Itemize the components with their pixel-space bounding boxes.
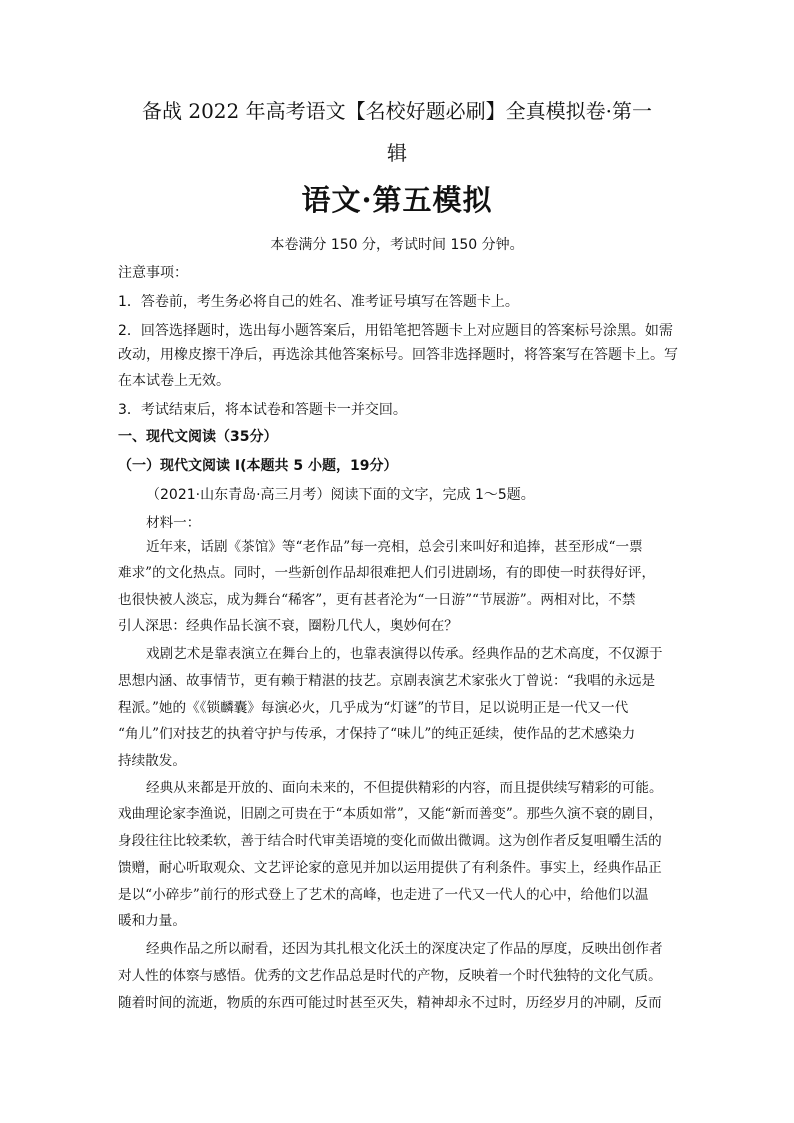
paragraph-line: 身段往往比较柔软，善于结合时代审美语境的变化而做出微调。这为创作者反复咀嚼生活的 [118, 833, 662, 849]
note-2-line-1: 2．回答选择题时，选出每小题答案后，用铅笔把答题卡上对应题目的答案标号涂黑。如需 [118, 323, 673, 339]
paragraph-line: 戏剧艺术是靠表演立在舞台上的，也靠表演得以传承。经典作品的艺术高度，不仅源于 [146, 646, 663, 662]
title-line-2: 辑 [387, 141, 407, 165]
material-label: 材料一： [146, 515, 201, 531]
subsection-1-heading: （一）现代文阅读 I(本题共 5 小题，19分） [118, 458, 398, 474]
paragraph-line: 程派。”她的《《锁麟囊》每演必火，几乎成为“灯谜”的节目，足以说明正是一代又一代 [118, 700, 629, 716]
paragraph-line: 暖和力量。 [118, 913, 186, 929]
paragraph-line: 近年来，话剧《茶馆》等“老作品”每一亮相，总会引来叫好和追捧，甚至形成“一票 [146, 539, 643, 555]
paragraph-line: 随着时间的流逝，物质的东西可能过时甚至灭失，精神却永不过时，历经岁月的冲刷，反而 [118, 995, 662, 1011]
paragraph-line: 思想内涵、故事情节，更有赖于精湛的技艺。京剧表演艺术家张火丁曾说：“我唱的永远是 [118, 673, 656, 689]
title-line-1: 备战 2022 年高考语文【名校好题必刷】全真模拟卷·第一 [142, 99, 652, 123]
paper-subtitle: 语文·第五模拟 [301, 183, 493, 217]
paragraph-line: “角儿”们对技艺的执着守护与传承，才保持了“味儿”的纯正延续，使作品的艺术感染力 [118, 726, 636, 742]
paragraph-line: 也很快被人淡忘，成为舞台“稀客”，更有甚者沦为“一日游”“节展游”。两相对比，不禁 [118, 592, 636, 608]
note-2-line-3: 在本试卷上无效。 [118, 373, 230, 389]
note-2-line-2: 改动，用橡皮擦干净后，再选涂其他答案标号。回答非选择题时，将答案写在答题卡上。写 [118, 347, 678, 363]
paragraph-line: 经典从来都是开放的、面向未来的，不但提供精彩的内容，而且提供续写精彩的可能。 [146, 780, 663, 796]
paragraph-line: 持续散发。 [118, 753, 186, 769]
paragraph-line: 戏曲理论家李渔说，旧剧之可贵在于“本质如常”，又能“新而善变”。那些久演不衰的剧目， [118, 806, 663, 822]
paragraph-line: 难求”的文化热点。同时，一些新创作品却很难把人们引进剧场，有的即使一时获得好评， [118, 565, 656, 581]
section-1-heading: 一、现代文阅读（35分） [118, 429, 278, 445]
paragraph-line: 对人性的体察与感悟。优秀的文艺作品总是时代的产物，反映着一个时代独特的文化气质。 [118, 968, 662, 984]
paragraph-line: 引人深思：经典作品长演不衰，圈粉几代人，奥妙何在？ [118, 618, 458, 634]
paragraph-line: 是以“小碎步”前行的形式登上了艺术的高峰，也走进了一代又一代人的心中，给他们以温 [118, 887, 649, 903]
exam-info: 本卷满分 150 分，考试时间 150 分钟。 [270, 237, 524, 253]
note-1: 1．答卷前，考生务必将自己的姓名、准考证号填写在答题卡上。 [118, 294, 519, 310]
notes-heading: 注意事项： [118, 265, 188, 281]
source-note: （2021·山东青岛·高三月考）阅读下面的文字，完成 1～5题。 [146, 487, 535, 503]
paragraph-line: 馈赠，耐心听取观众、文艺评论家的意见并加以运用提供了有利条件。事实上，经典作品正 [118, 860, 662, 876]
note-3: 3．考试结束后，将本试卷和答题卡一并交回。 [118, 402, 407, 418]
paragraph-line: 经典作品之所以耐看，还因为其扎根文化沃土的深度决定了作品的厚度，反映出创作者 [146, 941, 663, 957]
